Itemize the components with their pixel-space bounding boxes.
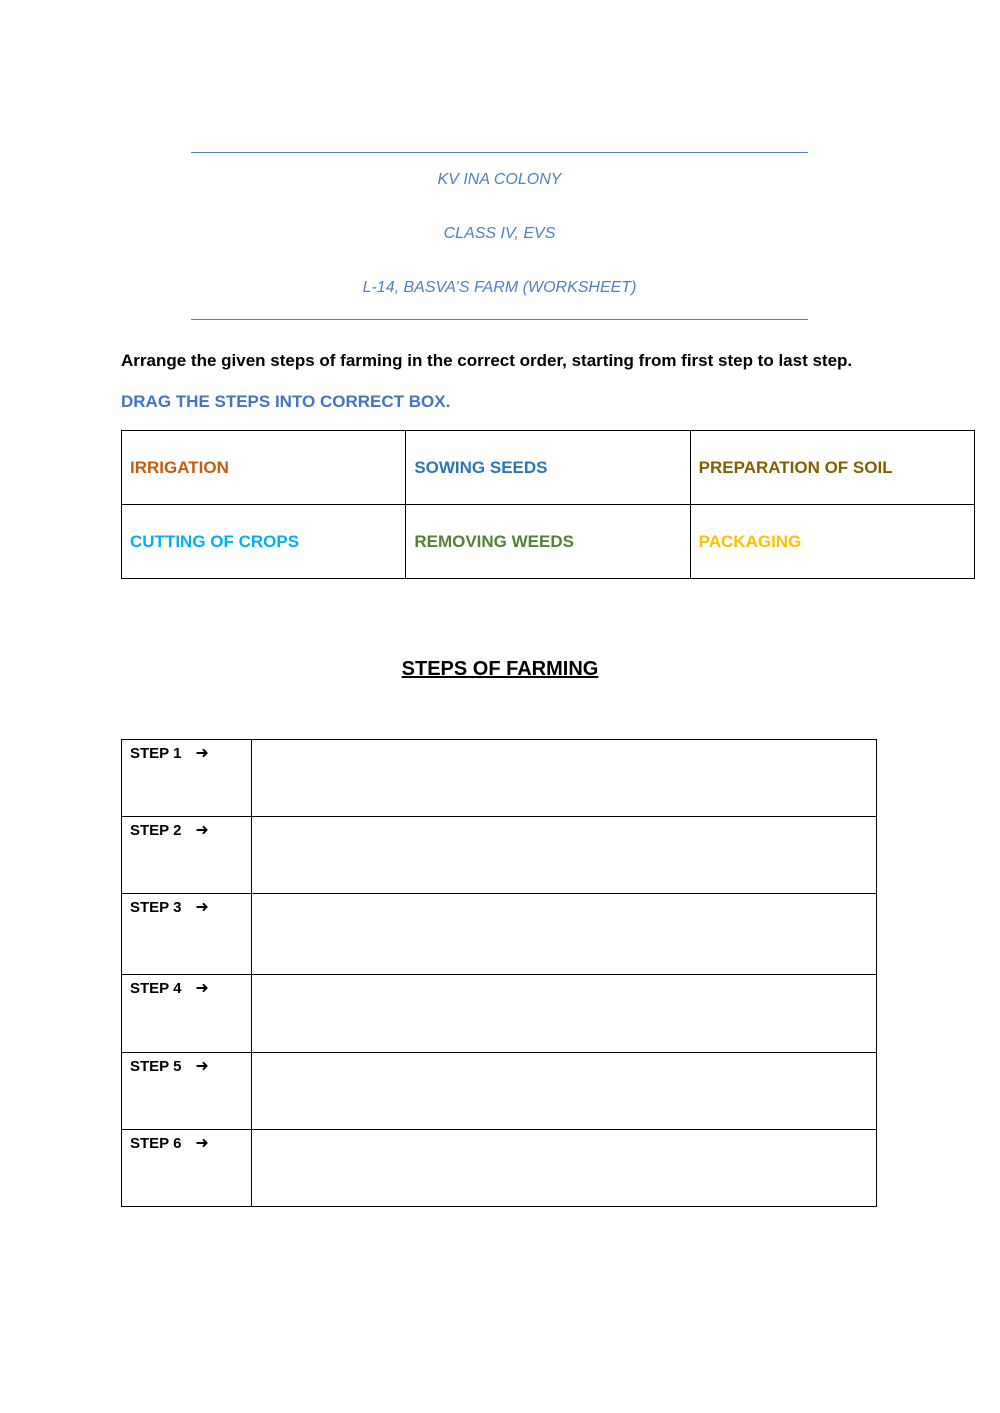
- right-arrow-icon: ➜: [195, 980, 209, 997]
- draggable-step-removing-weeds[interactable]: REMOVING WEEDS: [406, 505, 690, 579]
- draggable-step-packaging[interactable]: PACKAGING: [690, 505, 974, 579]
- bank-row: [122, 505, 975, 579]
- step-label-cell: [122, 1130, 252, 1207]
- step-row: [122, 1053, 877, 1130]
- step-row: [122, 1130, 877, 1207]
- section-title: STEPS OF FARMING: [401, 658, 599, 680]
- draggable-step-irrigation[interactable]: IRRIGATION: [122, 431, 406, 505]
- step-3-drop-box[interactable]: [251, 894, 876, 975]
- right-arrow-icon: ➜: [195, 1135, 209, 1152]
- main-instruction: Arrange the given steps of farming in the correct order, starting from first step to last step.: [121, 351, 853, 370]
- step-row: [122, 894, 877, 975]
- step-6-drop-box[interactable]: [251, 1130, 876, 1207]
- lesson-title: L-14, BASVA’S FARM (WORKSHEET): [362, 279, 637, 296]
- step-label: STEP 4: [130, 980, 182, 997]
- bank-row: [122, 431, 975, 505]
- step-label: STEP 3: [130, 899, 182, 916]
- step-5-drop-box[interactable]: [251, 1053, 876, 1130]
- step-label-cell: [122, 817, 252, 894]
- step-row: [122, 817, 877, 894]
- school-name: KV INA COLONY: [437, 171, 562, 188]
- draggable-step-sowing-seeds[interactable]: SOWING SEEDS: [406, 431, 690, 505]
- draggable-step-cutting-of-crops[interactable]: CUTTING OF CROPS: [122, 505, 406, 579]
- right-arrow-icon: ➜: [195, 745, 209, 762]
- step-label: STEP 5: [130, 1058, 182, 1075]
- header-bottom-rule: [191, 319, 808, 320]
- step-label-cell: [122, 1053, 252, 1130]
- class-subject: CLASS IV, EVS: [443, 225, 556, 242]
- step-1-drop-box[interactable]: [251, 740, 876, 817]
- draggable-step-preparation-of-soil[interactable]: PREPARATION OF SOIL: [690, 431, 974, 505]
- step-label-cell: [122, 894, 252, 975]
- header-top-rule: [191, 152, 808, 153]
- step-label-cell: [122, 740, 252, 817]
- steps-bank-table: [121, 430, 975, 579]
- step-label: STEP 6: [130, 1135, 182, 1152]
- step-row: [122, 975, 877, 1053]
- drag-instruction: DRAG THE STEPS INTO CORRECT BOX.: [121, 392, 451, 411]
- step-2-drop-box[interactable]: [251, 817, 876, 894]
- step-label: STEP 1: [130, 745, 182, 762]
- right-arrow-icon: ➜: [195, 822, 209, 839]
- step-label: STEP 2: [130, 822, 182, 839]
- right-arrow-icon: ➜: [195, 1058, 209, 1075]
- right-arrow-icon: ➜: [195, 899, 209, 916]
- step-row: [122, 740, 877, 817]
- steps-answer-table: [121, 739, 877, 1207]
- step-4-drop-box[interactable]: [251, 975, 876, 1053]
- step-label-cell: [122, 975, 252, 1053]
